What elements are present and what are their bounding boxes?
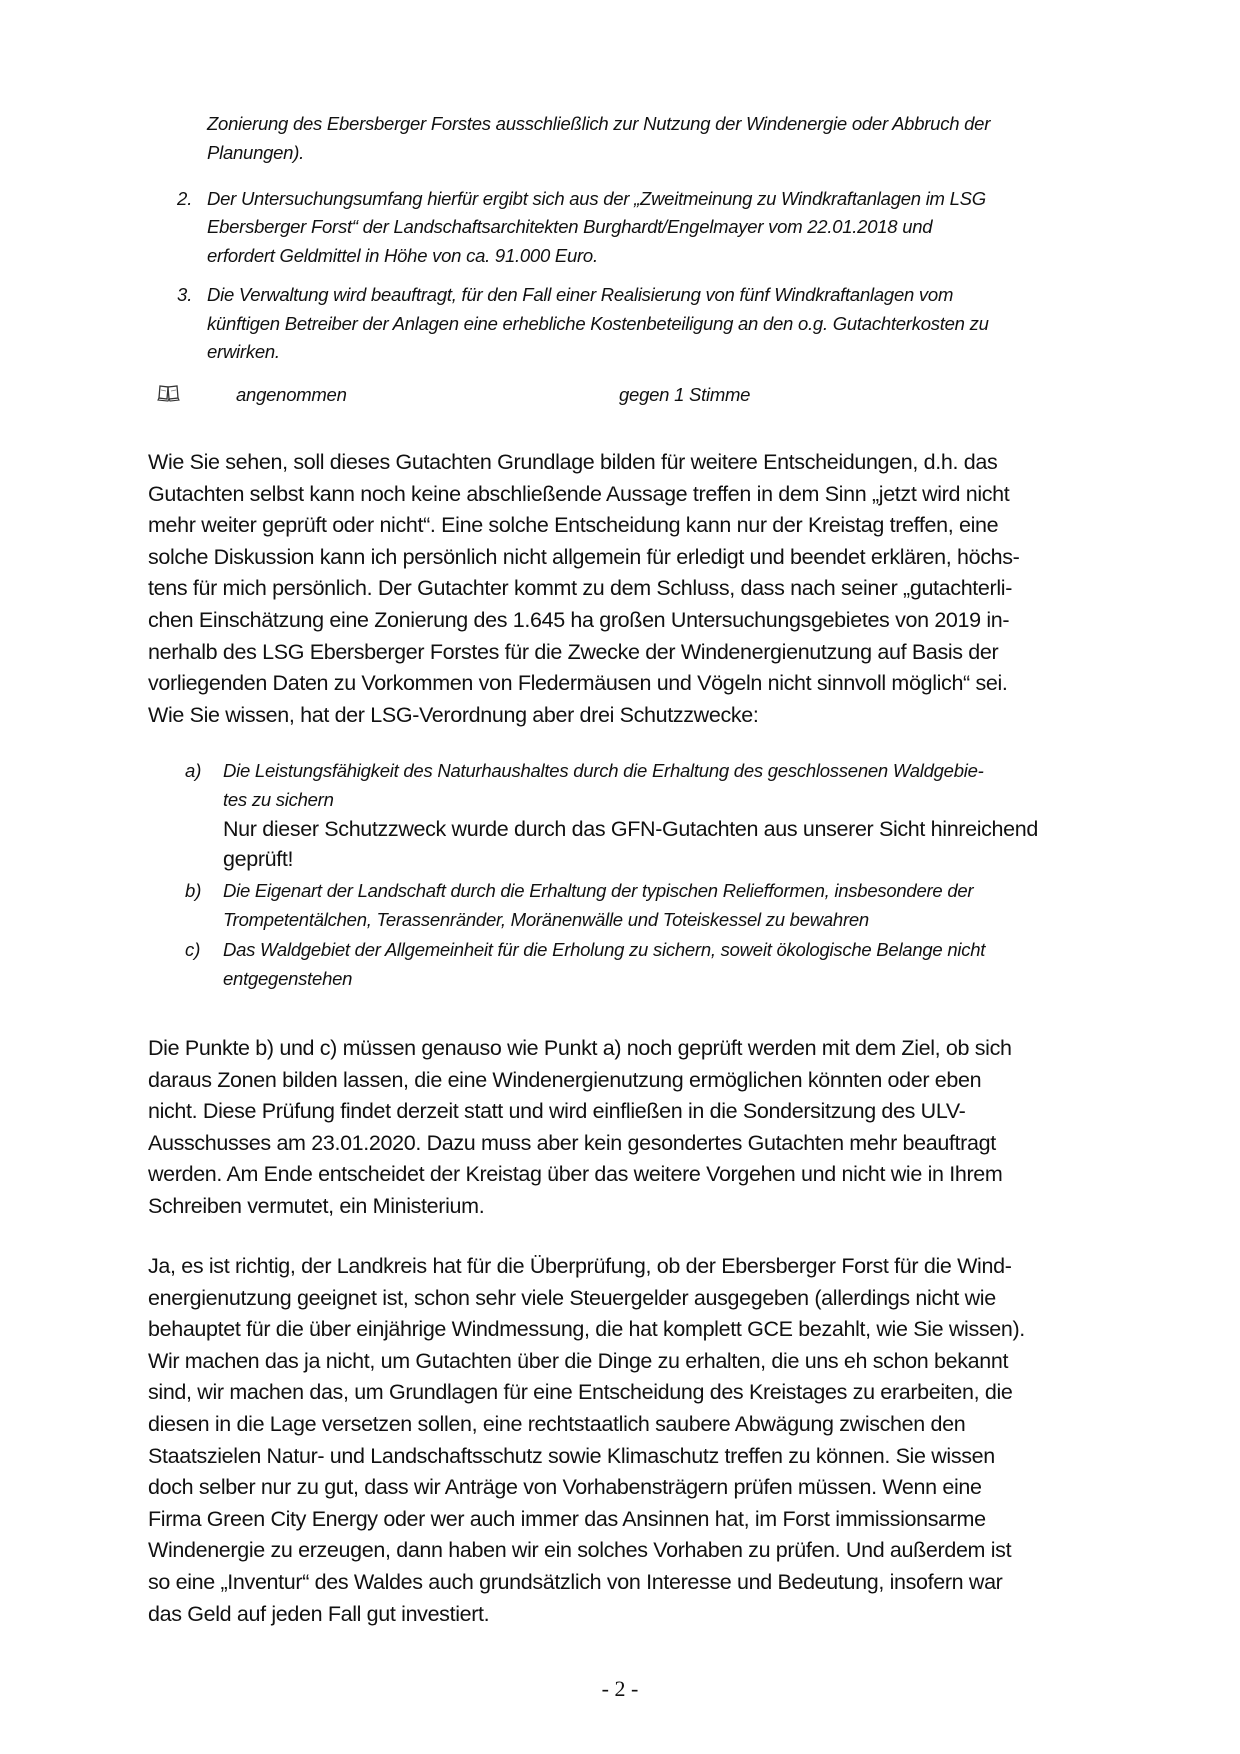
- resolution-item1-line: Zonierung des Ebersberger Forstes ausschließlich zur Nutzung der Windenergie oder Abbruch der: [207, 113, 991, 134]
- purpose-line: Die Eigenart der Landschaft durch die Erhaltung der typischen Reliefformen, insbesondere der: [223, 880, 974, 901]
- page-number: - 2 -: [601, 1676, 639, 1701]
- paragraph-line: solche Diskussion kann ich persönlich nicht allgemein für erledigt und beendet erklären, höchs-: [148, 544, 1020, 569]
- resolution-item1-line: Planungen).: [207, 142, 305, 163]
- resolution-item-number: 2.: [177, 188, 193, 209]
- book-icon: [157, 384, 181, 402]
- resolution-item-number: 3.: [177, 284, 193, 305]
- purpose-label: a): [185, 760, 202, 781]
- paragraph-line: diesen in die Lage versetzen sollen, eine rechtstaatlich saubere Abwägung zwischen den: [148, 1412, 966, 1436]
- paragraph-line: nerhalb des LSG Ebersberger Forstes für die Zwecke der Windenergienutzung auf Basis der: [148, 639, 999, 664]
- paragraph-line: nicht. Diese Prüfung findet derzeit statt und wird einfließen in die Sondersitzung des ULV-: [148, 1099, 966, 1124]
- purpose-line: Das Waldgebiet der Allgemeinheit für die Erholung zu sichern, soweit ökologische Belange nicht: [223, 939, 986, 960]
- resolution-item3-line: künftigen Betreiber der Anlagen eine erhebliche Kostenbeteiligung an den o.g. Gutachterkosten zu: [207, 313, 989, 334]
- paragraph-line: sind, wir machen das, um Grundlagen für eine Entscheidung des Kreistages zu erarbeiten, die: [148, 1380, 1013, 1405]
- paragraph-line: chen Einschätzung eine Zonierung des 1.645 ha großen Untersuchungsgebietes von 2019 in-: [148, 608, 1010, 632]
- purpose-label: b): [185, 880, 202, 901]
- resolution-item2-line: Ebersberger Forst“ der Landschaftsarchitekten Burghardt/Engelmayer vom 22.01.2018 und: [207, 216, 933, 237]
- paragraph-line: energienutzung geeignet ist, schon sehr viele Steuergelder ausgegeben (allerdings nicht wie: [148, 1285, 996, 1310]
- purpose-label: c): [185, 939, 201, 960]
- purpose-comment: Nur dieser Schutzzweck wurde durch das GFN-Gutachten aus unserer Sicht hinreichend: [223, 817, 1038, 841]
- paragraph-line: Ausschusses am 23.01.2020. Dazu muss aber kein gesondertes Gutachten mehr beauftragt: [148, 1130, 996, 1155]
- resolution-item3-line: erwirken.: [207, 341, 280, 362]
- paragraph-line: Ja, es ist richtig, der Landkreis hat für die Überprüfung, ob der Ebersberger Forst für die Wind-: [148, 1254, 1012, 1278]
- paragraph-line: so eine „Inventur“ des Waldes auch grundsätzlich von Interesse und Bedeutung, insofern war: [148, 1570, 1003, 1594]
- resolution-item3-line: Die Verwaltung wird beauftragt, für den Fall einer Realisierung von fünf Windkraftanlagen vom: [207, 284, 954, 305]
- paragraph-line: das Geld auf jeden Fall gut investiert.: [148, 1601, 490, 1626]
- paragraph-line: doch selber nur zu gut, dass wir Anträge von Vorhabensträgern prüfen müssen. Wenn eine: [148, 1475, 982, 1500]
- purpose-line: entgegenstehen: [223, 968, 353, 989]
- paragraph-line: Schreiben vermutet, ein Ministerium.: [148, 1194, 485, 1218]
- resolution-item2-line: Der Untersuchungsumfang hierfür ergibt sich aus der „Zweitmeinung zu Windkraftanlagen im LSG: [207, 188, 986, 209]
- vote-result: angenommen: [236, 384, 347, 405]
- paragraph-line: vorliegenden Daten zu Vorkommen von Fledermäusen und Vögeln nicht sinnvoll möglich“ sei.: [148, 671, 1008, 696]
- purpose-line: Trompetentälchen, Terassenränder, Moränenwälle und Toteiskessel zu bewahren: [223, 909, 869, 930]
- resolution-item2-line: erfordert Geldmittel in Höhe von ca. 91.000 Euro.: [207, 245, 598, 266]
- paragraph-line: Firma Green City Energy oder wer auch immer das Ansinnen hat, im Forst immissionsarme: [148, 1506, 986, 1531]
- paragraph-line: Staatszielen Natur- und Landschaftsschutz sowie Klimaschutz treffen zu können. Sie wissen: [148, 1443, 995, 1468]
- purpose-comment: geprüft!: [223, 847, 294, 871]
- paragraph-line: mehr weiter geprüft oder nicht“. Eine solche Entscheidung kann nur der Kreistag treffen, eine: [148, 513, 999, 538]
- paragraph-line: Die Punkte b) und c) müssen genauso wie Punkt a) noch geprüft werden mit dem Ziel, ob sich: [148, 1036, 1012, 1060]
- paragraph-line: daraus Zonen bilden lassen, die eine Windenergienutzung ermöglichen könnten oder eben: [148, 1067, 982, 1092]
- purpose-line: tes zu sichern: [223, 789, 334, 810]
- paragraph-line: Windenergie zu erzeugen, dann haben wir ein solches Vorhaben zu prüfen. Und außerdem ist: [148, 1538, 1012, 1563]
- paragraph-line: Wie Sie sehen, soll dieses Gutachten Grundlage bilden für weitere Entscheidungen, d.h. das: [148, 450, 998, 474]
- paragraph-line: werden. Am Ende entscheidet der Kreistag über das weitere Vorgehen und nicht wie in Ihrem: [148, 1162, 1003, 1187]
- paragraph-line: behauptet für die über einjährige Windmessung, die hat komplett GCE bezahlt, wie Sie wissen).: [148, 1317, 1025, 1342]
- paragraph-line: Wir machen das ja nicht, um Gutachten über die Dinge zu erhalten, die uns eh schon bekannt: [148, 1348, 1009, 1373]
- paragraph-line: Wie Sie wissen, hat der LSG-Verordnung aber drei Schutzzwecke:: [148, 702, 759, 727]
- purpose-line: Die Leistungsfähigkeit des Naturhaushaltes durch die Erhaltung des geschlossenen Waldgebie-: [223, 760, 984, 781]
- paragraph-line: tens für mich persönlich. Der Gutachter kommt zu dem Schluss, dass nach seiner „gutachterli-: [148, 576, 1012, 601]
- paragraph-line: Gutachten selbst kann noch keine abschließende Aussage treffen in dem Sinn „jetzt wird nicht: [148, 481, 1010, 506]
- vote-count: gegen 1 Stimme: [619, 384, 751, 405]
